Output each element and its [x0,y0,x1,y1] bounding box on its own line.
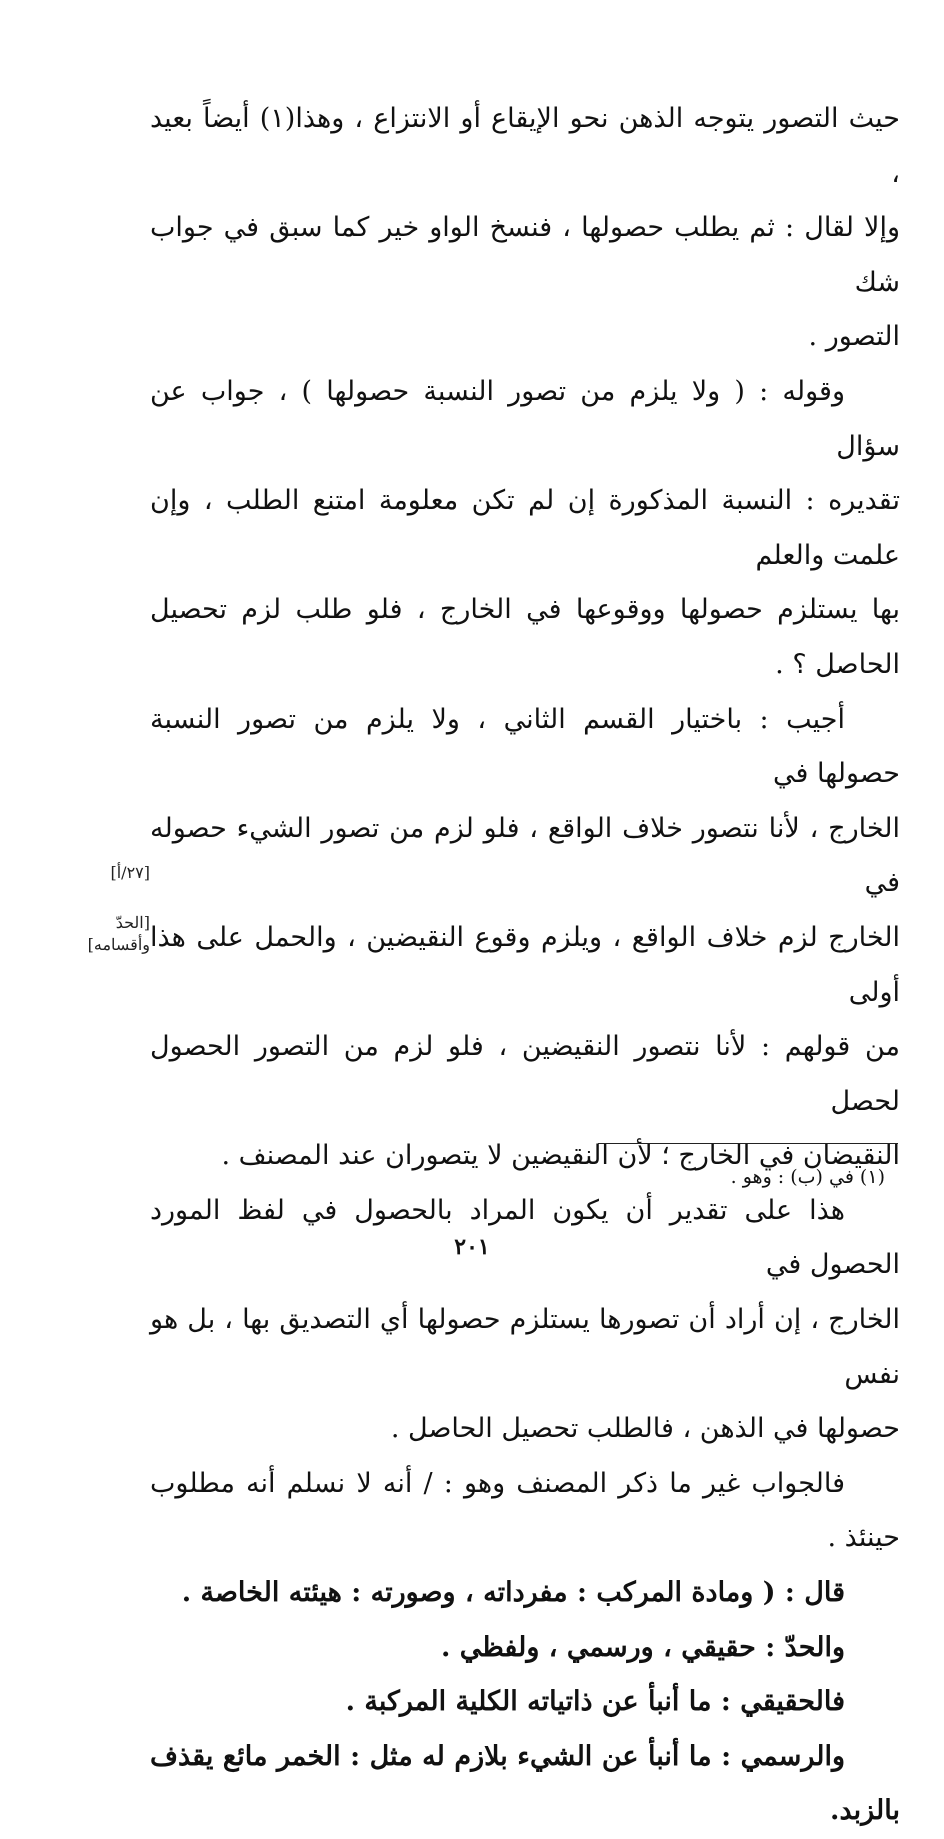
footnote-separator [598,1143,898,1144]
quoted-text-line: والحدّ : حقيقي ، ورسمي ، ولفظي . [440,1631,845,1663]
main-text-block [150,92,900,1839]
text-line: بها يستلزم حصولها ووقوعها في الخارج ، فلو طلب لزم تحصيل الحاصل ؟ . [150,594,900,680]
text-line: حصولها في الذهن ، فالطلب تحصيل الحاصل . [390,1413,900,1445]
text-line: حيث التصور يتوجه الذهن نحو الإيقاع أو الانتزاع ، وهذا(١) أيضاً بعيد ، [150,103,901,189]
quoted-text-line: فالحقيقي : ما أنبأ عن ذاتياته الكلية المركبة . [345,1686,845,1718]
folio-marker: [٢٧/أ] [110,863,150,882]
quoted-text-line: قال : ( ومادة المركب : مفرداته ، وصورته : هيئته الخاصة . [181,1577,845,1609]
text-line: الخارج لزم خلاف الواقع ، ويلزم وقوع النقيضين ، والحمل على هذا أولى [150,921,900,1008]
text-line: النقيضان في الخارج ؛ لأن النقيضين لا يتصوران عند المصنف . [221,1140,900,1172]
text-line: وقوله : ( ولا يلزم من تصور النسبة حصولها ) ، جواب عن سؤال [150,375,900,462]
text-line: فالجواب غير ما ذكر المصنف وهو : / أنه لا نسلم أنه مطلوب حينئذ . [150,1467,900,1554]
quoted-text-line: والرسمي : ما أنبأ عن الشيء بلازم له مثل : الخمر مائع يقذف بالزبد. [150,1740,900,1827]
text-line: تقديره : النسبة المذكورة إن لم تكن معلومة امتنع الطلب ، وإن علمت والعلم [150,485,900,571]
text-line: هذا على تقدير أن يكون المراد بالحصول في لفظ المورد الحصول في [150,1194,900,1281]
text-line: أجيب : باختيار القسم الثاني ، ولا يلزم من تصور النسبة حصولها في [150,703,900,790]
section-heading-note: [الحدّ وأقسامه] [87,913,150,954]
page-number: ٢٠١ [454,1234,490,1260]
text-line: الخارج ، إن أراد أن تصورها يستلزم حصولها أي التصديق بها ، بل هو نفس [150,1304,900,1390]
footnote: (١) في (ب) : وهو . [730,1166,885,1188]
text-line: وإلا لقال : ثم يطلب حصولها ، فنسخ الواو خير كما سبق في جواب شك [150,212,900,298]
text-line: الخارج ، لأنا نتصور خلاف الواقع ، فلو لزم من تصور الشيء حصوله في [150,812,900,899]
text-line: التصور . [808,321,900,353]
text-line: من قولهم : لأنا نتصور النقيضين ، فلو لزم من التصور الحصول لحصل [150,1031,900,1117]
